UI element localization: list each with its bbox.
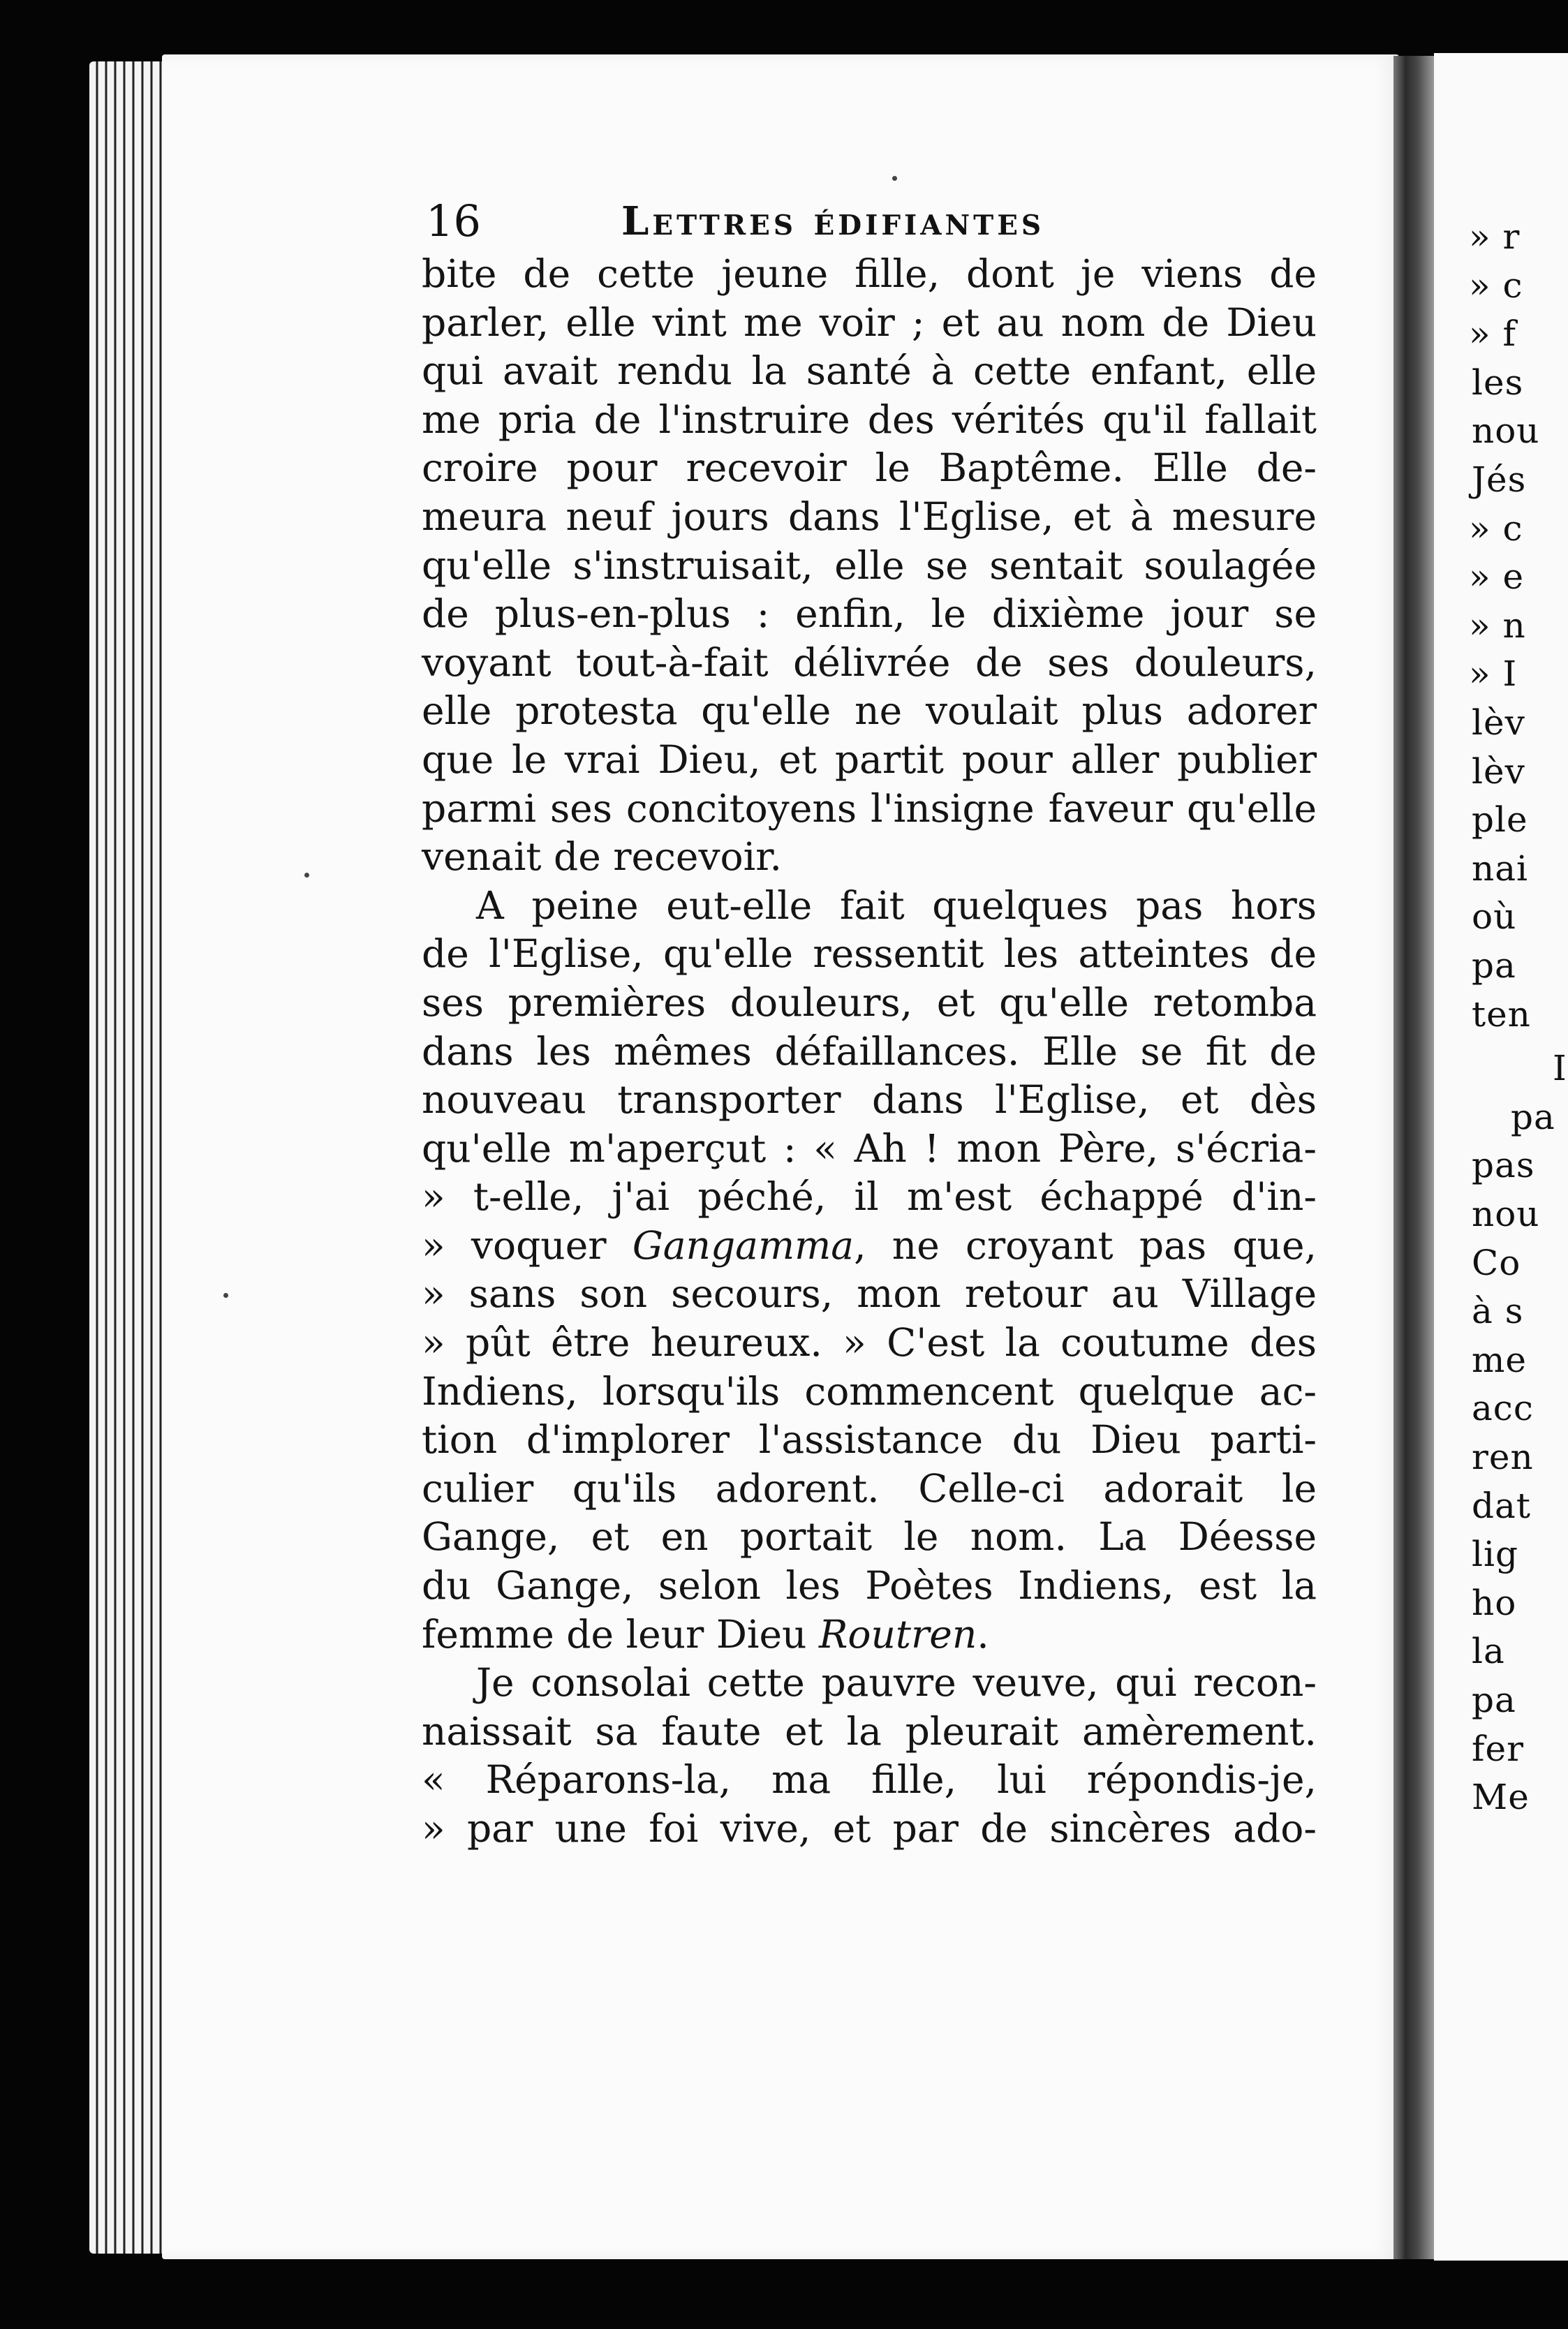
text-line: de l'Eglise, qu'elle ressentit les atteintes de [422,931,1317,977]
text-line: qu'elle m'aperçut : « Ah ! mon Père, s'écria- [422,1125,1317,1171]
next-page-fragment: ho [1472,1582,1517,1623]
next-page-fragment: fer [1472,1728,1524,1769]
next-page-fragment: la [1472,1631,1505,1672]
next-page-fragment: nou [1472,1194,1540,1234]
paragraph-start-line: Je consolai cette pauvre veuve, qui recon- [476,1660,1317,1706]
next-page-fragment: lèv [1472,751,1525,792]
page-header [426,197,1124,246]
text-line: Indiens, lorsqu'ils commencent quelque ac- [422,1368,1317,1414]
next-page-fragment: me [1472,1339,1528,1380]
next-page-fragment: lig [1472,1534,1518,1575]
text-line: dans les mêmes défaillances. Elle se fit de [422,1028,1317,1074]
text-line: » voquer Gangamma, ne croyant pas que, [422,1222,1317,1268]
next-page-fragment: nai [1472,848,1529,889]
text-line: qui avait rendu la santé à cette enfant, elle [422,348,1317,394]
text-line: meura neuf jours dans l'Eglise, et à mesure [422,494,1317,539]
next-page-fragment: » e [1469,556,1525,598]
text-line: nouveau transporter dans l'Eglise, et dès [422,1077,1317,1123]
text-line: que le vrai Dieu, et partit pour aller publier [422,737,1317,782]
next-page-fragment: ten [1472,993,1531,1035]
next-page-fragment: » c [1469,265,1523,306]
text-line: parmi ses concitoyens l'insigne faveur qu'elle [422,785,1317,831]
page-number: 16 [426,195,481,246]
running-title: Lettres édifiantes [621,198,1045,244]
text-line: naissait sa faute et la pleurait amèrement. [422,1708,1317,1754]
speck [223,1293,228,1298]
next-page-fragment: ple [1472,799,1528,841]
next-page-fragment: I [1553,1048,1567,1089]
text-line: ses premières douleurs, et qu'elle retomba [422,979,1317,1025]
next-page-fragment: Co [1472,1242,1521,1283]
next-page-fragment: acc [1472,1388,1534,1429]
text-line: femme de leur Dieu Routren. [422,1611,989,1657]
text-line: qu'elle s'instruisait, elle se sentait soulagée [422,542,1317,588]
next-page-fragment: » r [1469,216,1521,257]
text-line: parler, elle vint me voir ; et au nom de Dieu [422,300,1317,345]
next-page-fragment: pa [1511,1096,1555,1137]
text-line: tion d'implorer l'assistance du Dieu parti- [422,1417,1317,1463]
next-page-fragment: ren [1472,1437,1534,1477]
next-page-fragment: Jés [1472,459,1527,500]
next-page-fragment: pa [1472,945,1516,986]
text-line: » par une foi vive, et par de sincères ado- [422,1806,1317,1851]
next-page-fragment: où [1472,896,1517,938]
text-line: voyant tout-à-fait délivrée de ses douleurs, [422,639,1317,685]
text-line: venait de recevoir. [422,834,782,880]
next-page-fragment: » n [1469,605,1526,646]
next-page-fragment: nou [1472,411,1540,452]
text-line: « Réparons-la, ma fille, lui répondis-je, [422,1757,1317,1803]
text-line: culier qu'ils adorent. Celle-ci adorait le [422,1465,1317,1511]
text-line: elle protesta qu'elle ne voulait plus adorer [422,688,1317,734]
text-line: Gange, et en portait le nom. La Déesse [422,1514,1317,1560]
book-gutter [1393,56,1434,2259]
next-page-fragment: » I [1469,653,1518,695]
next-page-fragment: Me [1472,1777,1530,1818]
next-page-fragment: » c [1469,508,1523,549]
next-page-fragment: pas [1472,1145,1535,1186]
body-text [422,250,1317,1854]
text-line: du Gange, selon les Poètes Indiens, est la [422,1563,1317,1609]
text-line: croire pour recevoir le Baptême. Elle de- [422,445,1317,491]
italic-name: Routren [818,1611,977,1657]
text-line: de plus-en-plus : enfin, le dixième jour se [422,591,1317,637]
text-line: » t-elle, j'ai péché, il m'est échappé d'in- [422,1174,1317,1220]
text-line: bite de cette jeune fille, dont je viens de [422,251,1317,296]
paragraph-start-line: A peine eut-elle fait quelques pas hors [476,882,1317,928]
text-line: » pût être heureux. » C'est la coutume des [422,1320,1317,1366]
next-page-fragment: à s [1472,1291,1524,1332]
page-edges [89,61,173,2254]
next-page-fragment: lèv [1472,702,1525,743]
next-page-fragment: dat [1472,1485,1531,1526]
text-line: me pria de l'instruire des vérités qu'il fallait [422,397,1317,442]
right-page-fragment [1434,53,1568,2261]
next-page-fragment: pa [1472,1680,1516,1720]
next-page-fragment: les [1472,362,1524,403]
speck [892,176,897,181]
text-line: » sans son secours, mon retour au Village [422,1271,1317,1317]
next-page-fragment: » f [1469,313,1516,355]
italic-name: Gangamma [632,1222,855,1268]
speck [304,873,309,878]
